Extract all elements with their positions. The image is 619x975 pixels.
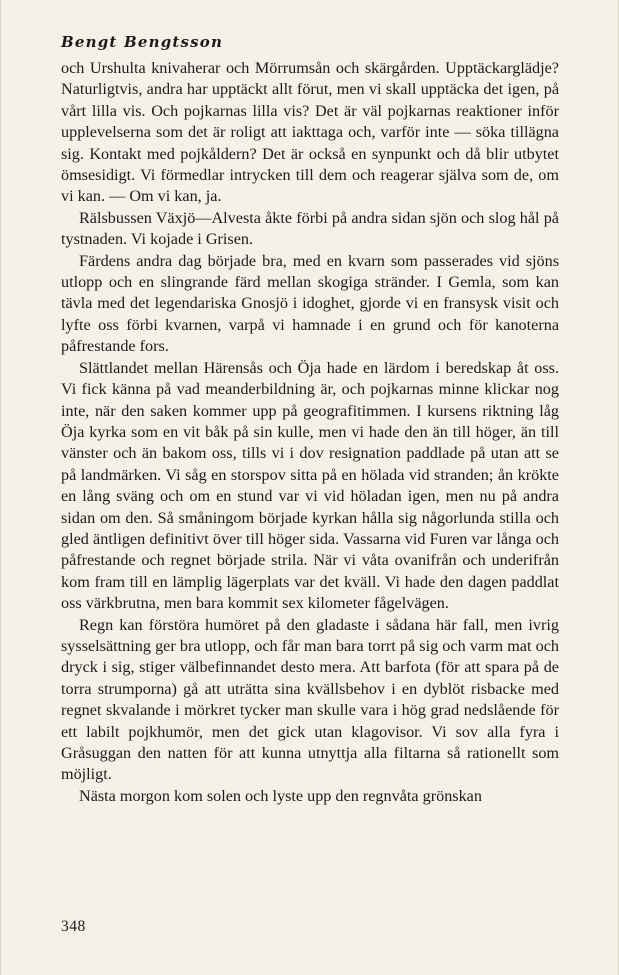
footer-specks: · · · · · · · — [229, 945, 332, 952]
body-text — [61, 58, 559, 807]
paragraph-3: Färdens andra dag började bra, med en kvarn som passerades vid sjöns utlopp och en slingrande färd mellan skogiga stränder. I Gemla, som kan tävla med det legendariska Gnosjö i idoghet, gjorde vi en fransysk visit och lyfte oss förbi kvarnen, varpå vi hamnade i en grund och för kanoterna påfrestande fors. — [61, 251, 559, 356]
paragraph-5: Regn kan förstöra humöret på den gladaste i sådana här fall, men ivrig sysselsättning ger bra utlopp, och får man bara torrt på sig och varm mat och dryck i sig, stiger välbefinnandet desto mera. Att barfota (för att spara på de torra strumporna) gå att uträtta sina kvällsbehov i en dyblöt risbacke med regnet skvalande i mörkret tycker man skulle vara i hög grad nedslående för ett labilt pojkhumör, men det gick utan klagovisor. Vi sov alla fyra i Gråsuggan den natten för att kunna utnyttja alla filtarna så rationellt som möjligt. — [61, 615, 559, 784]
page-number: 348 — [61, 918, 86, 935]
paragraph-1: och Urshulta knivaherar och Mörrumsån och skärgården. Upptäckarglädje? Naturligtvis, andra har upptäckt allt förut, men vi skall upptäcka det igen, på vårt lilla vis. Och pojkarnas lilla vis? Det är väl pojkarnas reaktioner inför upplevelserna som det är roligt att iakttaga och, varför inte — söka tillägna sig. Kontakt med pojkåldern? Det är också en synpunkt och då blir utbytet ömsesidigt. Vi förmedlar intrycken till dem och reagerar själva som de, om vi kan. — Om vi kan, ja. — [61, 59, 559, 206]
paragraph-2: Rälsbussen Växjö—Alvesta åkte förbi på andra sidan sjön och slog hål på tystnaden. Vi kojade i Grisen. — [61, 208, 559, 249]
paragraph-4: Slättlandet mellan Härensås och Öja hade en lärdom i beredskap åt oss. Vi fick känna på vad meanderbildning är, och pojkarnas minne klickar nog inte, när den saken kommer upp på geografitimmen. I kursens riktning låg Öja kyrka som en vit båk på sin kulle, men vi hade den än till höger, än till vänster och än bakom oss, tills vi i dov resignation paddlade på utan att se på landmärken. Vi såg en storspov sitta på en hölada vid stranden; ån kröktе en lång sväng och om en stund var vi vid höladan igen, men nu på andra sidan om den. Så småningom började kyrkan hålla sig någorlunda stilla och gled äntligen definitivt över till höger sida. Vassarna vid Furen var långa och påfrestande och regnet började strila. När vi våta ovanifrån och underifrån kom fram till en lämplig lägerplats var det kväll. Vi hade den dagen paddlat oss värkbrutna, men bara kommit sex kilometer fågelvägen. — [61, 358, 559, 613]
running-head-author: Bengt Bengtsson — [61, 33, 224, 51]
paragraph-6: Nästa morgon kom solen och lyste upp den regnvåta grönskan — [79, 786, 482, 805]
